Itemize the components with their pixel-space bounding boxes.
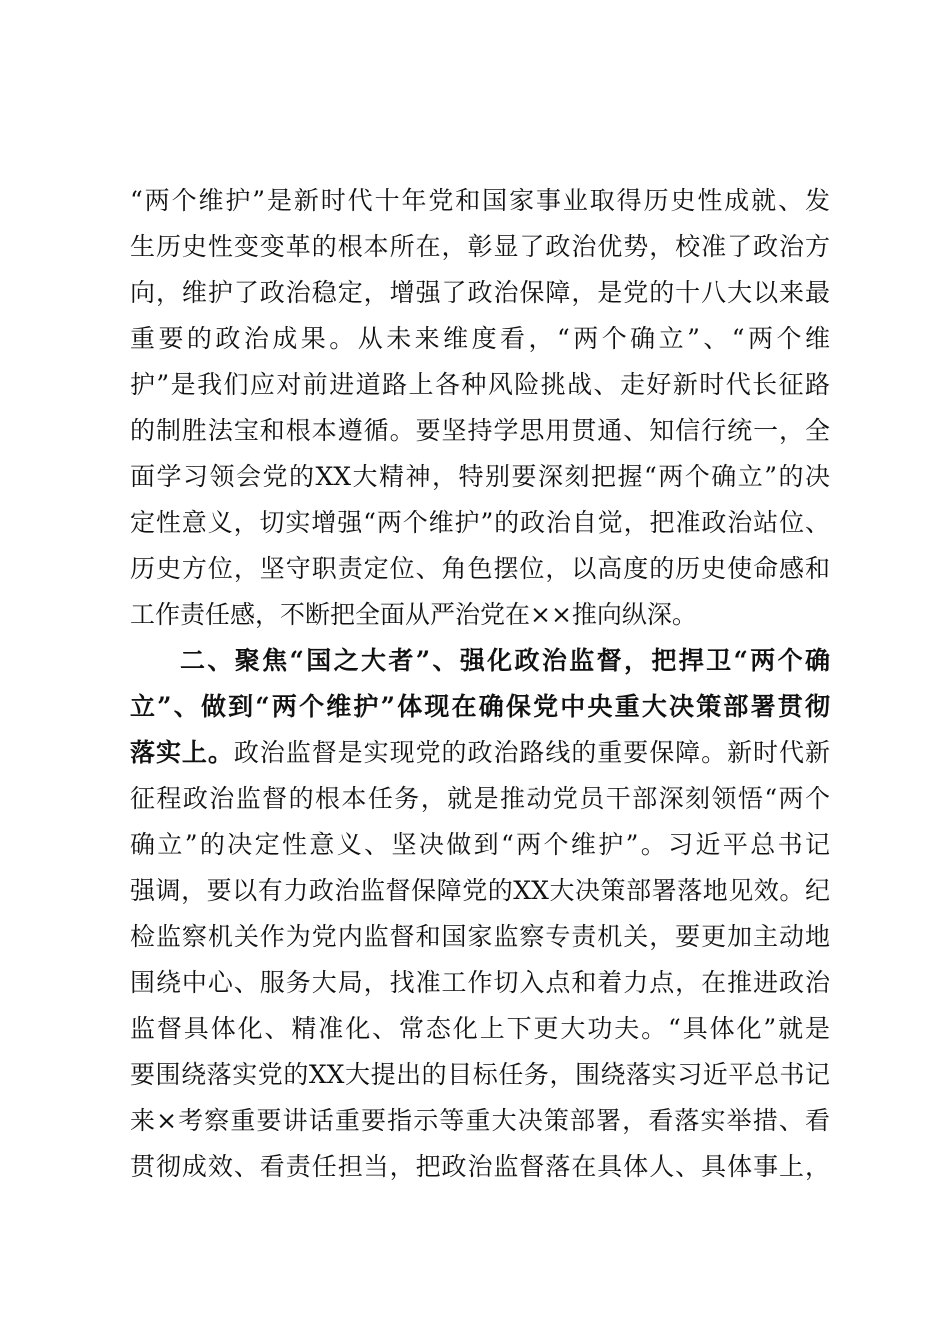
section-heading-mixed-line <box>130 735 830 771</box>
body-text-line: 来×考察重要讲话重要指示等重大决策部署，看落实举措、看 <box>130 1106 830 1135</box>
body-text-line: 征程政治监督的根本任务，就是推动党员干部深刻领悟“两个 <box>130 784 830 813</box>
body-text-line: 强调，要以有力政治监督保障党的XX大决策部署落地见效。纪 <box>130 876 830 905</box>
body-text-line: 监督具体化、精准化、常态化上下更大功夫。“具体化”就是 <box>130 1014 830 1043</box>
body-text-line: “两个维护”是新时代十年党和国家事业取得历史性成就、发 <box>130 186 830 215</box>
body-text-line: 工作责任感，不断把全面从严治党在××推向纵深。 <box>130 600 697 629</box>
section-heading-tail: 落实上。 <box>130 738 234 767</box>
body-text-line: 检监察机关作为党内监督和国家监察专责机关，要更加主动地 <box>130 922 830 951</box>
body-text-line: 面学习领会党的XX大精神，特别要深刻把握“两个确立”的决 <box>130 462 830 491</box>
section-heading-line: 二、聚焦“国之大者”、强化政治监督，把捍卫“两个确 <box>180 646 830 675</box>
body-text-line: 重要的政治成果。从未来维度看，“两个确立”、“两个维 <box>130 324 830 353</box>
body-text-line: 护”是我们应对前进道路上各种风险挑战、走好新时代长征路 <box>130 370 830 399</box>
body-text-line: 定性意义，切实增强“两个维护”的政治自觉，把准政治站位、 <box>130 508 830 537</box>
body-text-line: 围绕中心、服务大局，找准工作切入点和着力点，在推进政治 <box>130 968 830 997</box>
body-text-line: 的制胜法宝和根本遵循。要坚持学思用贯通、知信行统一，全 <box>130 416 830 445</box>
body-text-line: 确立”的决定性意义、坚决做到“两个维护”。习近平总书记 <box>130 830 830 859</box>
body-text-line: 要围绕落实党的XX大提出的目标任务，围绕落实习近平总书记 <box>130 1060 830 1089</box>
body-text-line: 贯彻成效、看责任担当，把政治监督落在具体人、具体事上， <box>130 1152 830 1181</box>
body-text-line: 向，维护了政治稳定，增强了政治保障，是党的十八大以来最 <box>130 278 830 307</box>
body-text-line: 历史方位，坚守职责定位、角色摆位，以高度的历史使命感和 <box>130 554 830 583</box>
body-text-fragment: 政治监督是实现党的政治路线的重要保障。新时代新 <box>233 738 830 767</box>
section-heading-line: 立”、做到“两个维护”体现在确保党中央重大决策部署贯彻 <box>130 692 830 721</box>
body-text-line: 生历史性变变革的根本所在，彰显了政治优势，校准了政治方 <box>130 232 830 261</box>
